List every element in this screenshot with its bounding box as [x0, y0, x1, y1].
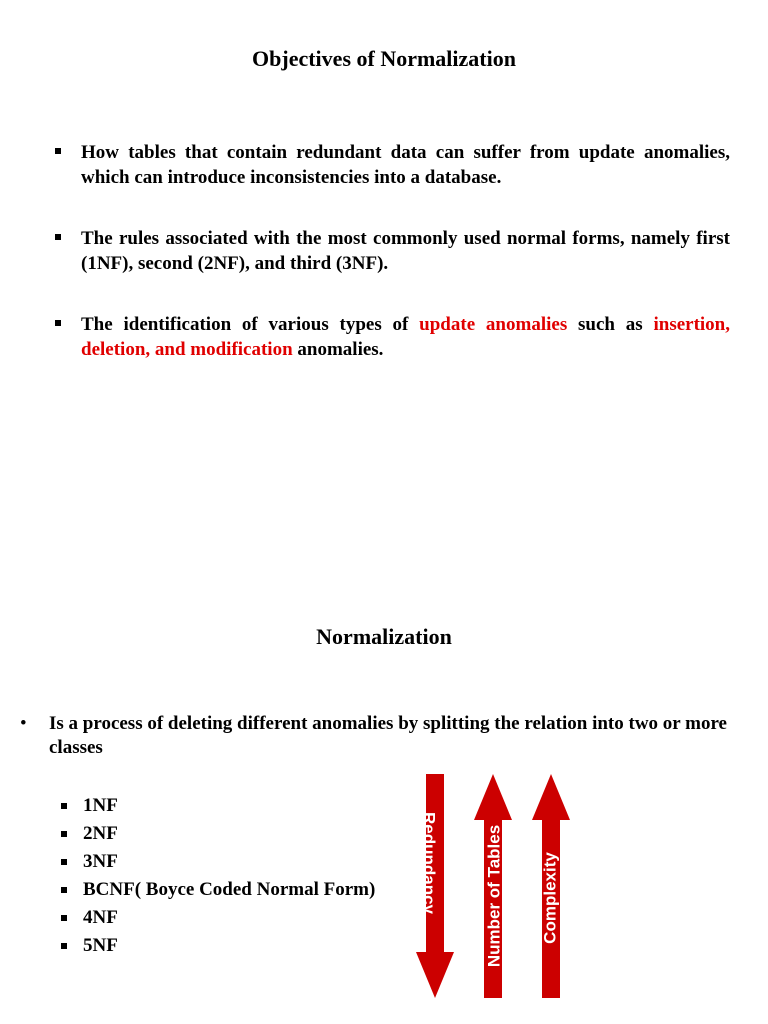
- number-of-tables-arrow-label: Number of Tables: [484, 824, 504, 968]
- objective-item-redundant-data: How tables that contain redundant data can suffer from update anomalies, which can introduce inconsistencies into a database.: [50, 140, 730, 190]
- number-of-tables-arrow-head: [474, 774, 512, 820]
- objective-item-anomaly-types: [50, 312, 730, 362]
- number-of-tables-arrow: [474, 774, 512, 998]
- complexity-arrow-label: Complexity: [540, 852, 560, 944]
- normal-form-item: 3NF: [58, 848, 375, 876]
- redundancy-arrow-label: Redundancy: [419, 811, 439, 915]
- objectives-list: [50, 140, 730, 398]
- redundancy-arrow: [416, 774, 454, 998]
- redundancy-arrow-head: [416, 952, 454, 998]
- objectives-title: Objectives of Normalization: [252, 46, 516, 71]
- highlight-anomaly-kinds: insertion, deletion, and modification: [81, 314, 730, 360]
- highlight-update-anomalies: update anomalies: [419, 314, 568, 335]
- complexity-arrow: [532, 774, 570, 998]
- objective-item-normal-forms: The rules associated with the most commonly used normal forms, namely first (1NF), second (2NF), and third (3NF).: [50, 226, 730, 276]
- objective-text-mid: such as: [567, 314, 654, 335]
- normal-form-item: 4NF: [58, 904, 375, 932]
- trend-arrows-diagram: [408, 770, 578, 1004]
- objective-text-suffix: anomalies.: [292, 339, 384, 360]
- normalization-definition-text: Is a process of deleting different anomalies by splitting the relation into two or more classes: [49, 713, 727, 758]
- normalization-title: Normalization: [316, 624, 452, 649]
- normal-forms-list: [58, 792, 375, 960]
- normal-form-item: 2NF: [58, 820, 375, 848]
- normalization-definition: [18, 712, 768, 760]
- normal-form-item: 1NF: [58, 792, 375, 820]
- complexity-arrow-head: [532, 774, 570, 820]
- normal-form-item: BCNF( Boyce Coded Normal Form): [58, 876, 375, 904]
- normal-form-item: 5NF: [58, 932, 375, 960]
- objective-text-prefix: The identification of various types of: [81, 314, 420, 335]
- bullet-dot: •: [20, 713, 27, 734]
